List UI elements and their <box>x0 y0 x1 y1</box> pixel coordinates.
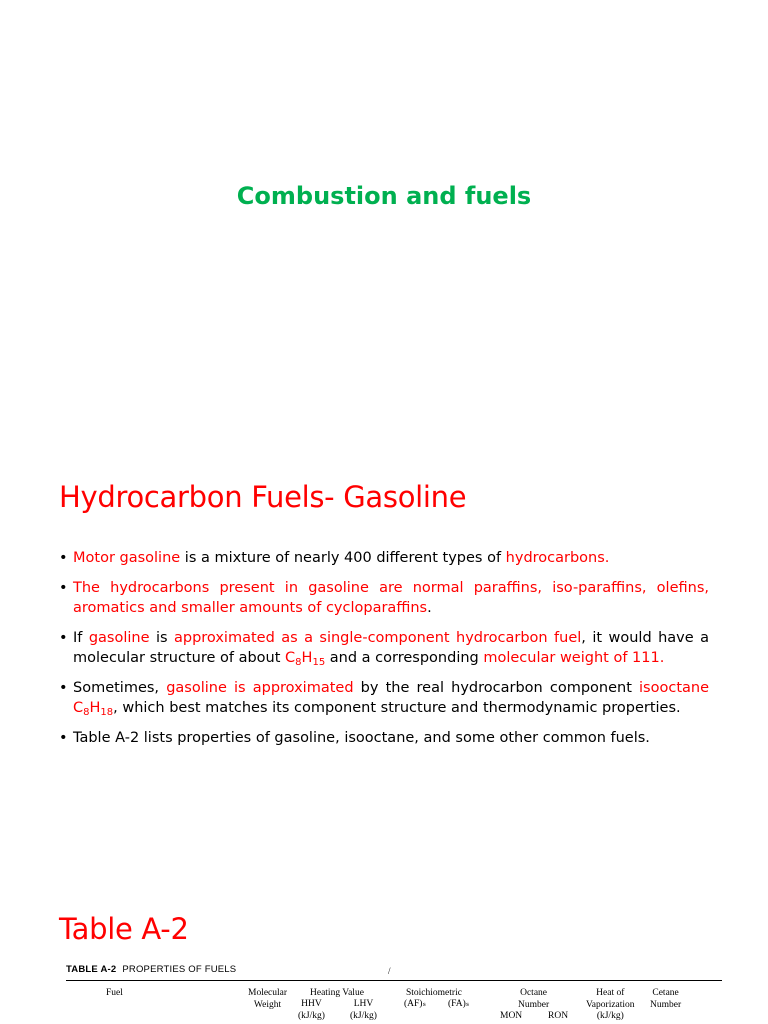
header-cetane: Cetane Number <box>650 988 682 1010</box>
header-mon: MON <box>500 1011 523 1021</box>
slide-title-text: Combustion and fuels <box>236 182 532 211</box>
table-mark: / <box>388 966 391 976</box>
header-fuel: Fuel <box>106 988 123 998</box>
bullet-item: • Sometimes, gasoline is approximated by the real hydrocarbon component isooctane $C_8H_{18}$, which best matches its component structure and thermodynamic properties. <box>59 678 709 718</box>
bullet-item: • If gasoline is approximated as a single-component hydrocarbon fuel, it would have a molecular structure of about $C_8H_{15}$ and a corresponding molecular weight of 111. <box>59 628 709 668</box>
formula-c8h15: $C_8H_{15}$ <box>285 650 326 668</box>
header-lhv: LHV (kJ/kg) <box>350 999 377 1021</box>
slide-heading: Hydrocarbon Fuels- Gasoline <box>59 480 467 514</box>
header-octane: Octane Number <box>518 988 550 1010</box>
slide-gasoline <box>0 440 768 880</box>
table-caption: TABLE A-2 PROPERTIES OF FUELS <box>66 964 237 975</box>
header-molecular-weight: Molecular Weight <box>248 988 288 1010</box>
header-af: (AF)ₛ <box>404 999 427 1009</box>
formula-c8h18: isooctane $C_8H_{18}$ <box>73 680 709 718</box>
header-heat-of-vaporization: Heat of Vaporization (kJ/kg) <box>586 988 635 1021</box>
header-heating-value: Heating Value <box>310 988 364 998</box>
bullet-item: • Motor gasoline is a mixture of nearly 400 different types of hydrocarbons. <box>59 548 709 568</box>
slide-heading: Table A-2 <box>59 912 189 946</box>
bullet-list <box>59 548 709 758</box>
header-ron: RON <box>548 1011 569 1021</box>
properties-of-fuels-table <box>66 964 722 1024</box>
header-hhv: HHV (kJ/kg) <box>298 999 325 1021</box>
slide-table-a2 <box>0 880 768 1024</box>
slide-title <box>0 0 768 440</box>
header-stoichiometric: Stoichiometric <box>406 988 462 998</box>
bullet-item: • Table A-2 lists properties of gasoline, isooctane, and some other common fuels. <box>59 728 709 748</box>
table-top-rule <box>66 980 722 981</box>
bullet-item: • The hydrocarbons present in gasoline are normal paraffins, iso-paraffins, olefins, aromatics and smaller amounts of cycloparaffins. <box>59 578 709 618</box>
header-fa: (FA)ₛ <box>448 999 470 1009</box>
